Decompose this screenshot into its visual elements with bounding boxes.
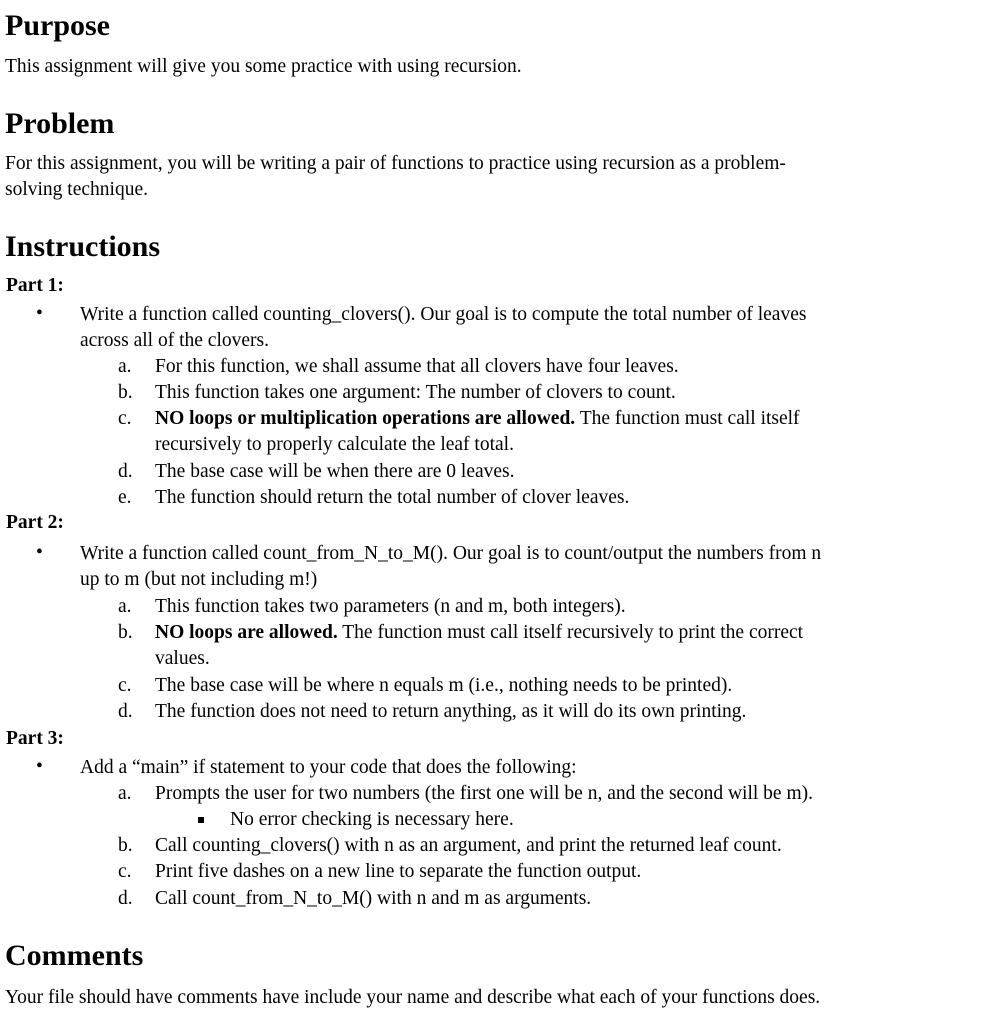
part-1-label: Part 1: — [6, 275, 64, 296]
list-marker: a. — [118, 356, 132, 377]
problem-text-line-2: solving technique. — [5, 179, 148, 200]
part-1-item-c-continuation: recursively to properly calculate the leaf total. — [155, 434, 514, 455]
part-3-sub-item: No error checking is necessary here. — [230, 809, 514, 830]
part-1-item-e: The function should return the total number of clover leaves. — [155, 487, 630, 508]
list-marker: a. — [118, 596, 132, 617]
part-1-item-c — [155, 406, 800, 432]
list-marker: c. — [118, 675, 132, 696]
list-marker: e. — [118, 487, 132, 508]
part-1-item-b: This function takes one argument: The number of clovers to count. — [155, 382, 676, 403]
list-marker: c. — [118, 861, 132, 882]
comments-heading: Comments — [5, 939, 144, 972]
part-3-bullet-line-1: Add a “main” if statement to your code that does the following: — [80, 757, 577, 778]
part-3-item-b: Call counting_clovers() with n as an argument, and print the returned leaf count. — [155, 835, 782, 856]
part-3-item-c: Print five dashes on a new line to separate the function output. — [155, 861, 642, 882]
purpose-text: This assignment will give you some practice with using recursion. — [5, 56, 522, 77]
comments-text: Your file should have comments have include your name and describe what each of your functions does. — [5, 987, 821, 1008]
instructions-heading: Instructions — [5, 230, 161, 263]
part-2-item-a: This function takes two parameters (n and m, both integers). — [155, 596, 626, 617]
bullet-icon: • — [36, 303, 43, 324]
part-1-item-c-text: The function must call itself — [575, 408, 800, 429]
bullet-icon: • — [36, 756, 43, 777]
part-1-item-d: The base case will be when there are 0 leaves. — [155, 461, 515, 482]
list-marker: b. — [118, 622, 133, 643]
part-2-label: Part 2: — [6, 512, 64, 533]
bullet-icon: • — [36, 542, 43, 563]
list-marker: b. — [118, 835, 133, 856]
part-2-item-b — [155, 620, 803, 646]
part-1-bullet-line-1: Write a function called counting_clovers(). Our goal is to compute the total number of leaves — [80, 304, 807, 325]
part-2-item-b-continuation: values. — [155, 648, 210, 669]
part-3-item-d: Call count_from_N_to_M() with n and m as arguments. — [155, 888, 592, 909]
problem-heading: Problem — [5, 107, 115, 140]
part-2-bullet-line-2: up to m (but not including m!) — [80, 569, 318, 590]
list-marker: d. — [118, 701, 133, 722]
list-marker: b. — [118, 382, 133, 403]
part-2-item-c: The base case will be where n equals m (i.e., nothing needs to be printed). — [155, 675, 733, 696]
part-1-item-c-bold: NO loops or multiplication operations are allowed. — [155, 408, 576, 429]
list-marker: d. — [118, 461, 133, 482]
part-2-item-b-text: The function must call itself recursively to print the correct — [337, 622, 804, 643]
part-3-label: Part 3: — [6, 728, 64, 749]
purpose-heading: Purpose — [5, 9, 110, 42]
square-bullet-icon — [198, 817, 204, 823]
part-2-item-b-bold: NO loops are allowed. — [155, 622, 338, 643]
part-2-item-d: The function does not need to return anything, as it will do its own printing. — [155, 701, 747, 722]
list-marker: a. — [118, 783, 132, 804]
part-1-bullet-line-2: across all of the clovers. — [80, 330, 269, 351]
part-3-item-a: Prompts the user for two numbers (the first one will be n, and the second will be m). — [155, 783, 813, 804]
part-1-item-a: For this function, we shall assume that all clovers have four leaves. — [155, 356, 679, 377]
list-marker: d. — [118, 888, 133, 909]
list-marker: c. — [118, 408, 132, 429]
part-2-bullet-line-1: Write a function called count_from_N_to_M(). Our goal is to count/output the numbers from n — [80, 543, 822, 564]
problem-text-line-1: For this assignment, you will be writing a pair of functions to practice using recursion as a problem- — [5, 153, 786, 174]
